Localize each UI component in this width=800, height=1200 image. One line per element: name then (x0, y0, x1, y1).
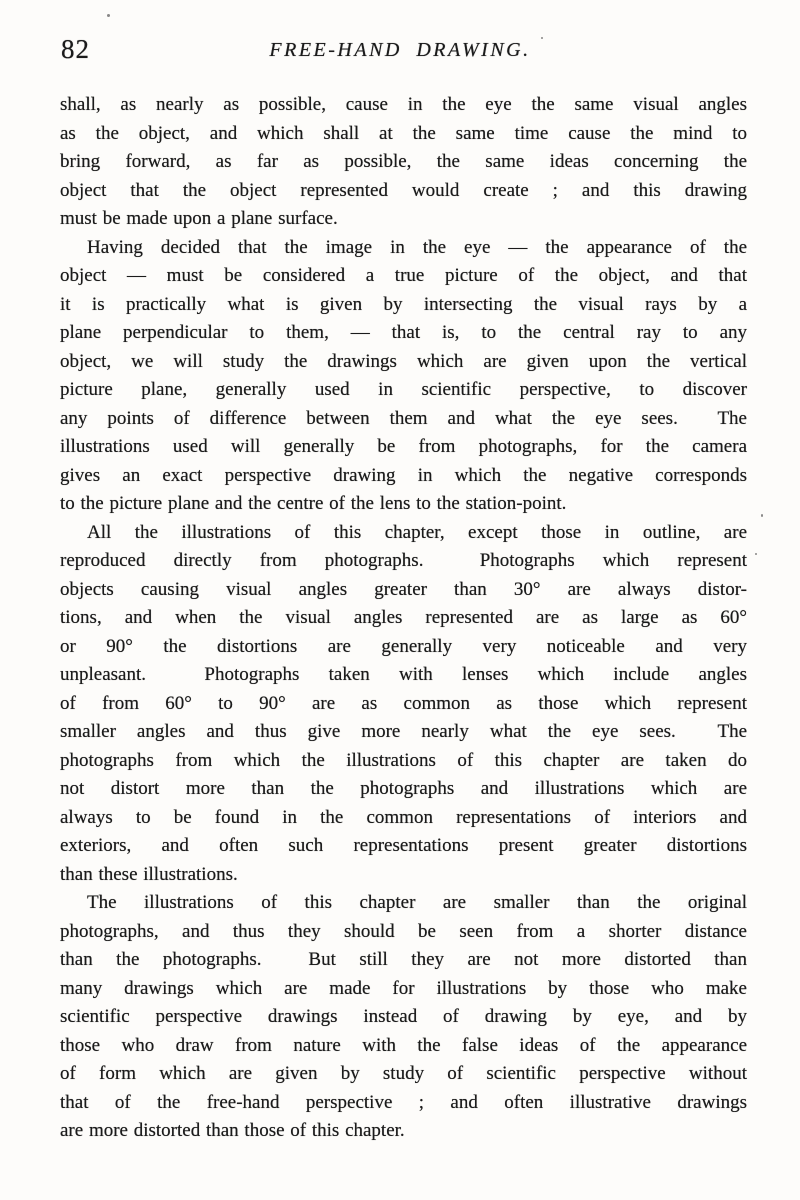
running-header (0, 34, 800, 68)
text-line: photographs from which the illustrations of this chapter are taken do (60, 749, 747, 771)
text-line: those who draw from nature with the false ideas of the appearance (60, 1034, 747, 1056)
scan-speck (541, 37, 543, 39)
scan-speck (761, 514, 763, 517)
text-line: exteriors, and often such representations present greater distortions (60, 835, 747, 856)
text-line: as the object, and which shall at the same time cause the mind to (60, 122, 747, 144)
text-line: of from 60° to 90° are as common as those which represent (60, 692, 747, 714)
text-line: smaller angles and thus give more nearly what the eye sees. The (60, 721, 747, 742)
text-line: object that the object represented would create ; and this drawing (60, 179, 747, 201)
text-line: or 90° the distortions are generally very noticeable and very (60, 635, 747, 657)
text-line: Having decided that the image in the eye — the appearance of the (87, 236, 747, 258)
text-line: photographs, and thus they should be seen from a shorter distance (60, 920, 747, 942)
text-line: plane perpendicular to them, — that is, to the central ray to any (60, 322, 747, 343)
text-line: it is practically what is given by intersecting the visual rays by a (60, 293, 747, 315)
text-line: reproduced directly from photographs. Photographs which represent (60, 550, 747, 571)
scan-speck (755, 553, 757, 555)
text-line: of form which are given by study of scientific perspective without (60, 1063, 747, 1084)
text-line: scientific perspective drawings instead of drawing by eye, and by (60, 1006, 747, 1027)
text-line: any points of difference between them and what the eye sees. The (60, 407, 747, 429)
text-line: shall, as nearly as possible, cause in the eye the same visual angles (60, 94, 747, 115)
text-line: unpleasant. Photographs taken with lenses which include angles (60, 664, 747, 685)
text-line: The illustrations of this chapter are smaller than the original (87, 892, 747, 913)
text-line: bring forward, as far as possible, the same ideas concerning the (60, 151, 747, 172)
page-number: 82 (61, 34, 90, 64)
text-line: than the photographs. But still they are not more distorted than (60, 949, 747, 970)
text-line: not distort more than the photographs and illustrations which are (60, 778, 747, 799)
text-line: object — must be considered a true picture of the object, and that (60, 265, 747, 286)
text-line: many drawings which are made for illustrations by those who make (60, 977, 747, 999)
page-text (60, 91, 747, 1146)
text-line: always to be found in the common representations of interiors and (60, 806, 747, 828)
text-line: All the illustrations of this chapter, except those in outline, are (87, 521, 747, 543)
text-line: than these illustrations. (60, 863, 238, 885)
text-line: tions, and when the visual angles represented are as large as 60° (60, 607, 747, 628)
text-line: must be made upon a plane surface. (60, 208, 338, 229)
text-line: objects causing visual angles greater than 30° are always distor- (60, 578, 747, 600)
text-line: are more distorted than those of this chapter. (60, 1120, 405, 1141)
text-line: that of the free-hand perspective ; and often illustrative drawings (60, 1091, 747, 1113)
text-line: illustrations used will generally be from photographs, for the camera (60, 436, 747, 457)
running-head-title: FREE-HAND DRAWING. (269, 39, 531, 61)
text-line: picture plane, generally used in scientific perspective, to discover (60, 379, 747, 400)
text-line: gives an exact perspective drawing in which the negative corresponds (60, 464, 747, 486)
text-line: object, we will study the drawings which are given upon the vertical (60, 350, 747, 372)
text-line: to the picture plane and the centre of the lens to the station-point. (60, 493, 567, 514)
scan-speck (107, 14, 110, 17)
